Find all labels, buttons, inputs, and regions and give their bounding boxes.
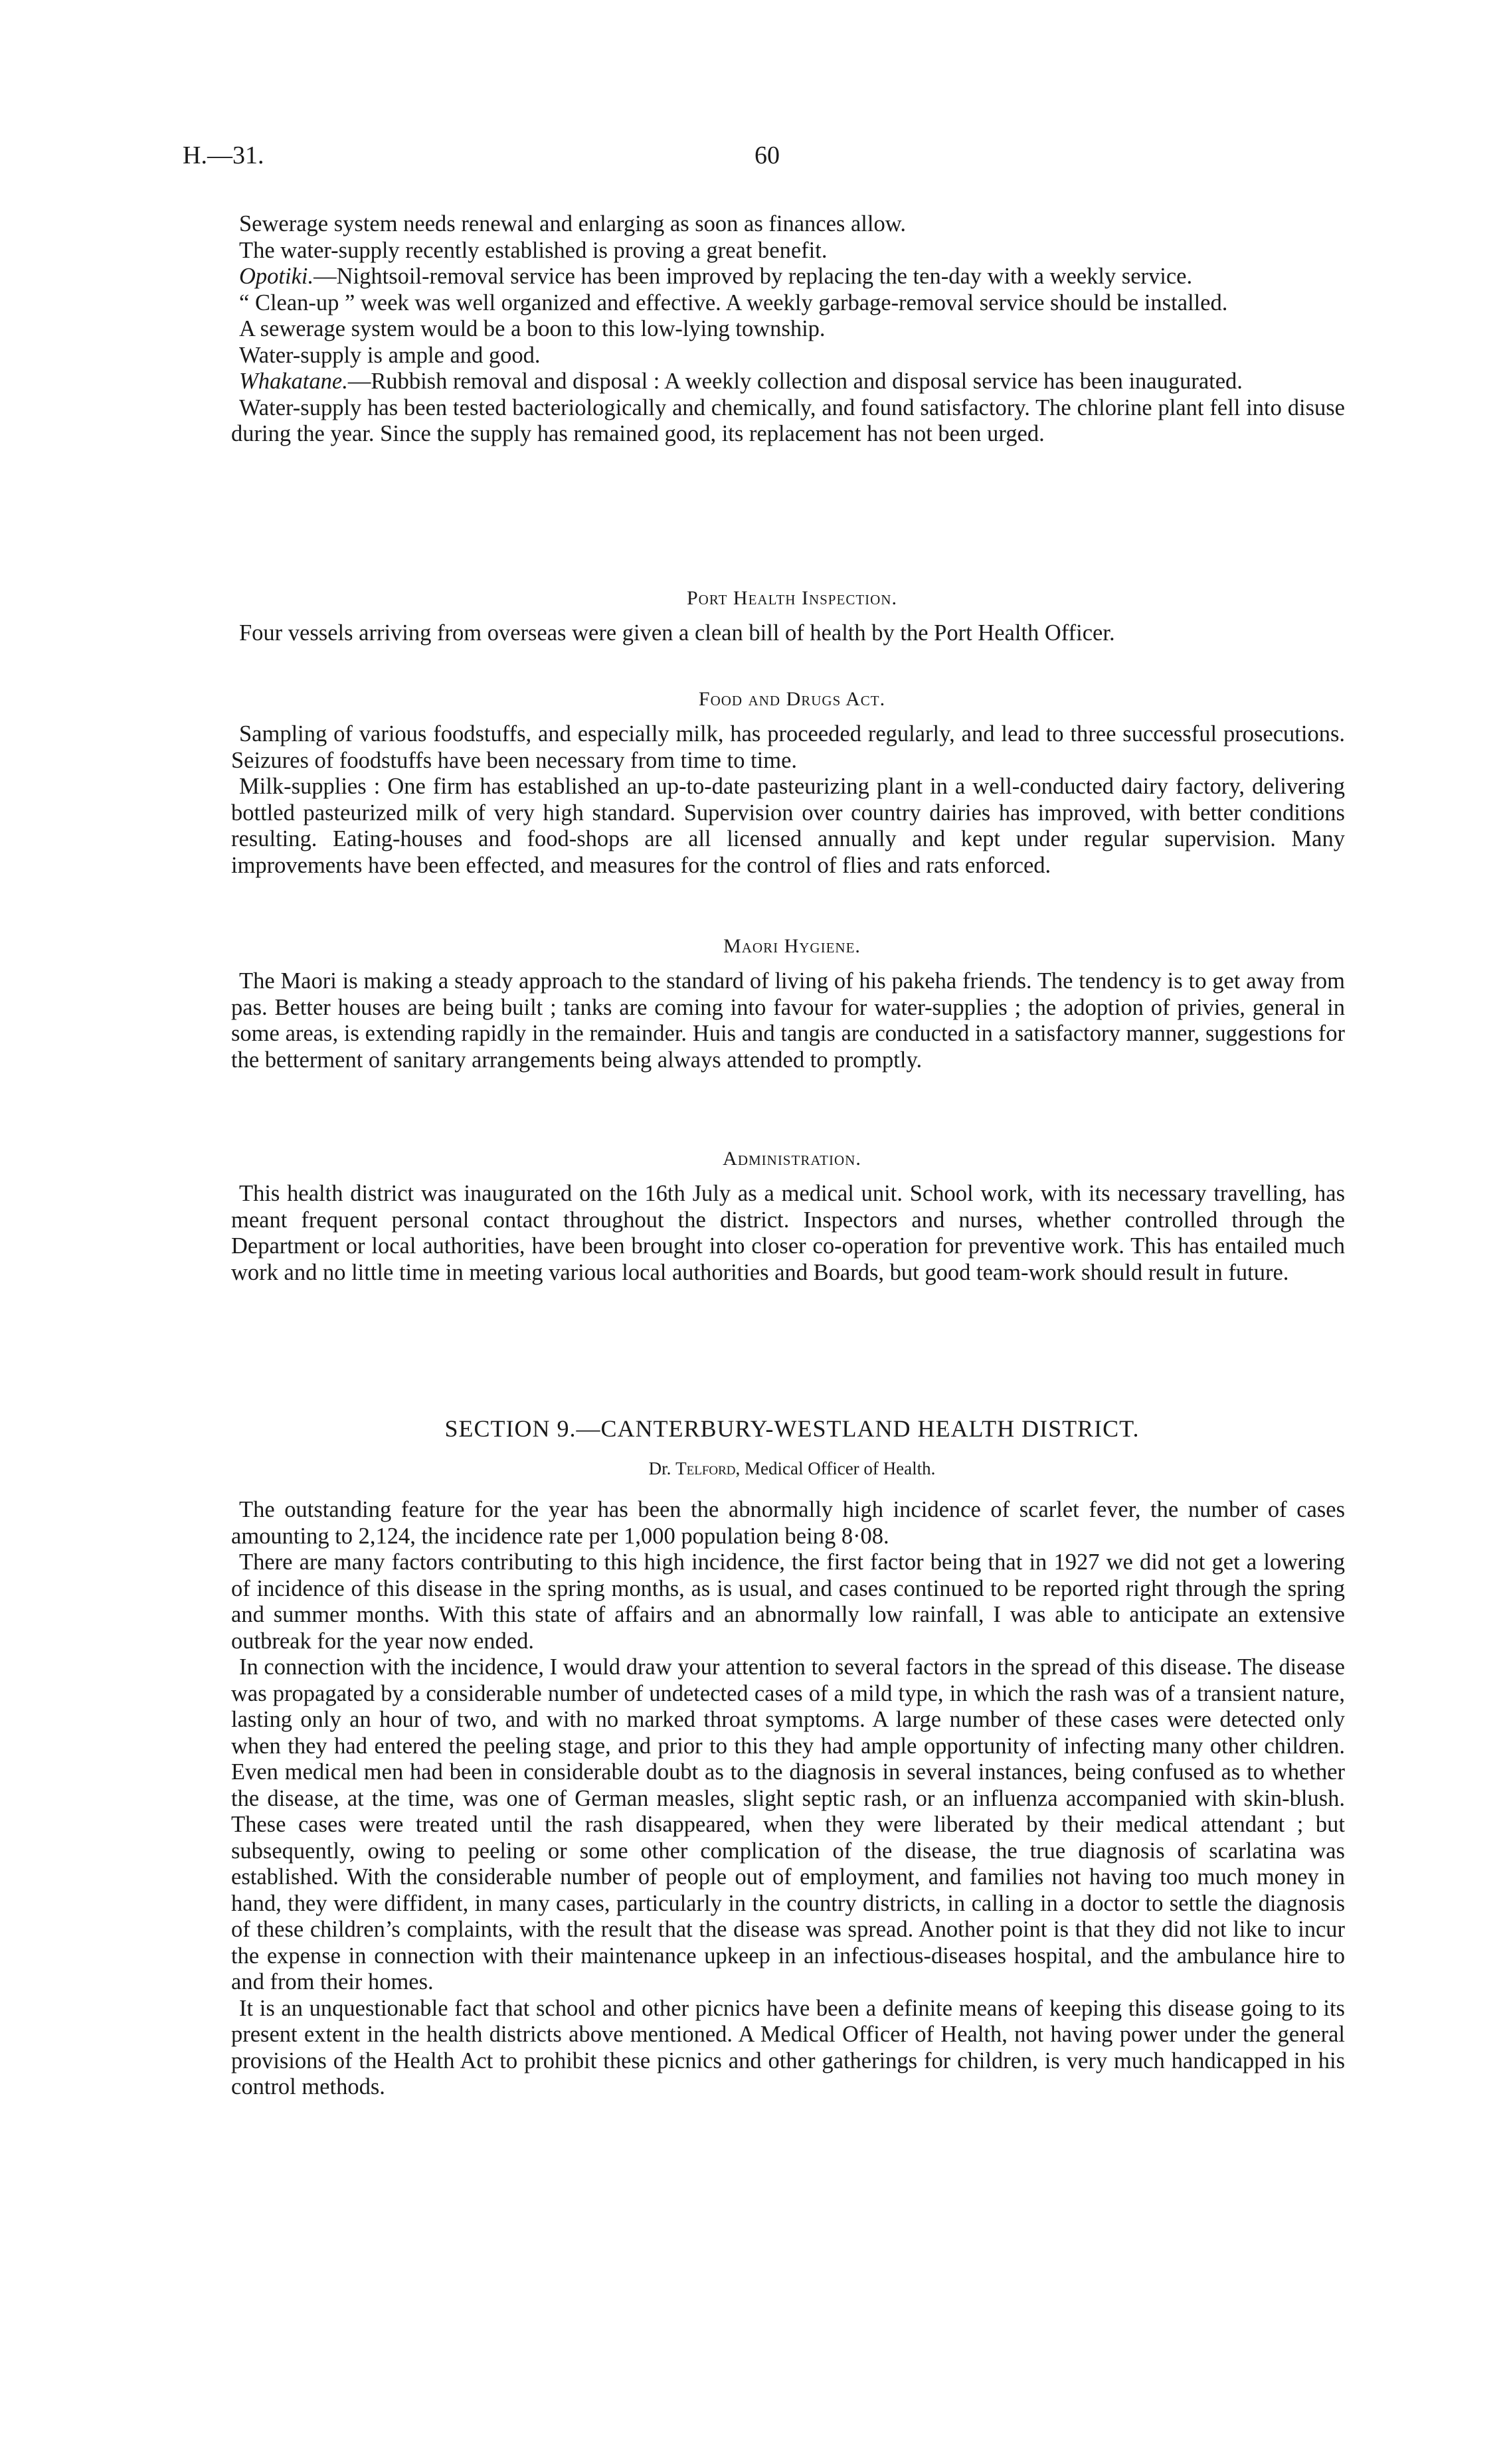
food-drugs-block xyxy=(231,721,1345,879)
section-heading: Administration. xyxy=(723,1148,861,1170)
section-title: SECTION 9.—CANTERBURY-WESTLAND HEALTH DISTRICT. xyxy=(444,1415,1140,1442)
paragraph: The Maori is making a steady approach to the standard of living of his pakeha friends. The tendency is to get away from pas. Better houses are being built ; tanks are coming into favour for water-supplies ; the adoption of privies, general in some areas, is extending rapidly in the remainder. Huis and tangis are conducted in a satisfactory manner, suggestions for the betterment of sanitary arrangements being always attended to promptly. xyxy=(231,968,1345,1073)
place-name: Whakatane. xyxy=(239,369,348,394)
paragraph: The outstanding feature for the year has been the abnormally high incidence of scarlet fever, the number of cases amounting to 2,124, the incidence rate per 1,000 population being 8·08. xyxy=(231,1497,1345,1549)
paragraph: There are many factors contributing to this high incidence, the first factor being that in 1927 we did not get a lowering of incidence of this disease in the spring months, as is usual, and cases continued to be reported right through the spring and summer months. With this state of affairs and an abnormally low rainfall, I was able to anticipate an extensive outbreak for the year now ended. xyxy=(231,1549,1345,1654)
officer-prefix: Dr. xyxy=(648,1458,671,1478)
paragraph: “ Clean-up ” week was well organized and effective. A weekly garbage-removal service should be installed. xyxy=(239,290,1228,315)
officer-byline xyxy=(239,1458,1345,1479)
paragraph: Sampling of various foodstuffs, and especially milk, has proceeded regularly, and lead to three successful prosecutions. Seizures of foodstuffs have been necessary from time to time. xyxy=(231,721,1345,773)
paragraph: Four vessels arriving from overseas were given a clean bill of health by the Port Health Officer. xyxy=(239,620,1115,646)
page-header xyxy=(183,141,1352,181)
paragraph: This health district was inaugurated on the 16th July as a medical unit. School work, with its necessary travelling, has meant frequent personal contact throughout the district. Inspectors and nurses, whether controlled through the Department or local authorities, have been brought into closer co-operation for preventive work. This has entailed much work and no little time in meeting various local authorities and Boards, but good team-work should result in future. xyxy=(231,1181,1345,1285)
officer-role: Medical Officer of Health. xyxy=(745,1458,936,1478)
paragraph xyxy=(231,369,1345,395)
section9-body xyxy=(231,1497,1345,2101)
document-id: H.—31. xyxy=(183,141,264,169)
maori-hygiene-block xyxy=(231,968,1345,1073)
administration-block xyxy=(231,1181,1345,1286)
paragraph: The water-supply recently established is proving a great benefit. xyxy=(239,237,828,263)
paragraph: It is an unquestionable fact that school and other picnics have been a definite means of keeping this disease going to its present extent in the health districts above mentioned. A Medical Officer of Health, not having power under the general provisions of the Health Act to prohibit these picnics and other gatherings for children, is very much handicapped in his control methods. xyxy=(231,1995,1345,2099)
paragraph: A sewerage system would be a boon to this low-lying township. xyxy=(239,316,826,341)
district-notes-block xyxy=(231,211,1345,448)
section-heading: Food and Drugs Act. xyxy=(698,688,886,710)
section-heading: Port Health Inspection. xyxy=(687,587,897,609)
paragraph: In connection with the incidence, I would draw your attention to several factors in the spread of this disease. The disease was propagated by a considerable number of undetected cases of a mild type, in which the rash was of a transient nature, lasting only an hour of two, and with no marked throat symptoms. A large number of these cases were detected only when they had entered the peeling stage, and prior to this they had ample opportunity of infecting many other children. Even medical men had been in considerable doubt as to the diagnosis in several instances, being confused as to whether the disease, at the time, was one of German measles, slight septic rash, or an influenza accompanied with skin-blush. These cases were treated until the rash disappeared, when they were liberated by their medical attendant ; but subsequently, owing to peeling or some other complication of the disease, the true diagnosis of scarlatina was established. With the considerable number of people out of employment, and families not having too much money in hand, they were diffident, in many cases, particularly in the country districts, in calling in a doctor to settle the diagnosis of these children’s complaints, with the result that the disease was spread. Another point is that they did not like to incur the expense in connection with their maintenance upkeep in an infectious-diseases hospital, and the ambulance hire to and from their homes. xyxy=(231,1654,1345,1994)
paragraph-text: —Nightsoil-removal service has been improved by replacing the ten-day with a weekly service. xyxy=(313,264,1193,289)
port-health-block xyxy=(239,620,1345,647)
paragraph-text: —Rubbish removal and disposal : A weekly collection and disposal service has been inaugurated. xyxy=(347,369,1243,394)
page-number: 60 xyxy=(754,141,780,169)
paragraph: Water-supply is ample and good. xyxy=(239,342,541,368)
paragraph: Sewerage system needs renewal and enlarging as soon as finances allow. xyxy=(239,211,907,236)
officer-name: Telford, xyxy=(675,1458,741,1478)
paragraph: Water-supply has been tested bacteriologically and chemically, and found satisfactory. The chlorine plant fell into disuse during the year. Since the supply has remained good, its replacement has not been urged. xyxy=(231,395,1345,446)
paragraph: Milk-supplies : One firm has established an up-to-date pasteurizing plant in a well-conducted dairy factory, delivering bottled pasteurized milk of very high standard. Supervision over country dairies has improved, with better conditions resulting. Eating-houses and food-shops are all licensed annually and kept under regular supervision. Many improvements have been effected, and measures for the control of flies and rats enforced. xyxy=(231,774,1345,878)
place-name: Opotiki. xyxy=(239,264,314,289)
section-heading: Maori Hygiene. xyxy=(723,935,861,957)
paragraph xyxy=(231,264,1345,290)
